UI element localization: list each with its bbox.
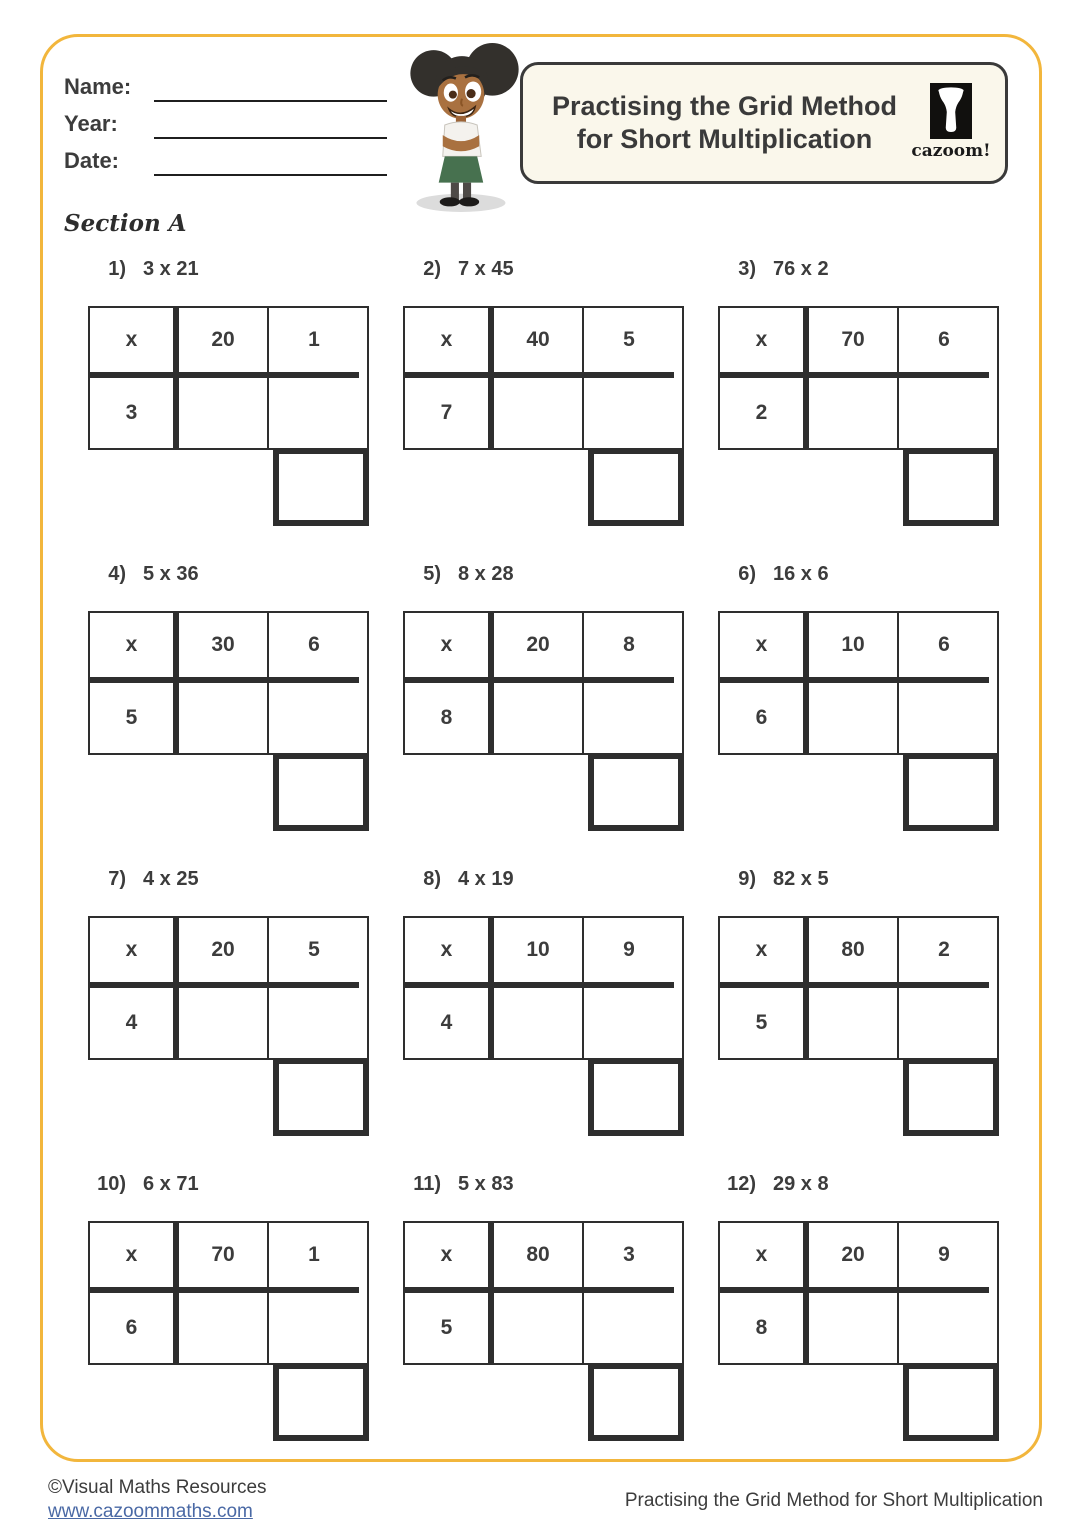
multiplier-cell: 5 [405,1293,494,1363]
multiplier-cell: 8 [720,1293,809,1363]
operator-cell: x [720,308,809,378]
product-ones-cell-empty [899,988,989,1058]
grid-method-table [403,306,684,450]
name-label: Name: [64,74,132,99]
multiplier-cell: 2 [720,378,809,448]
product-tens-cell-empty [494,1293,584,1363]
answer-box [903,448,999,526]
problem-number: 1) [108,258,126,280]
problem-number: 3) [738,258,756,280]
product-tens-cell-empty [809,1293,899,1363]
operator-cell: x [720,613,809,683]
product-tens-cell-empty [179,1293,269,1363]
answer-box [273,448,369,526]
answer-box [273,1363,369,1441]
operator-cell: x [405,308,494,378]
multiplier-cell: 8 [405,683,494,753]
year-input-line [154,137,387,139]
ones-header-cell: 6 [899,308,989,378]
ones-header-cell: 5 [584,308,674,378]
grid-method-table [403,1221,684,1365]
problem-label [718,258,999,284]
product-ones-cell-empty [269,988,359,1058]
operator-cell: x [720,1223,809,1293]
product-tens-cell-empty [809,988,899,1058]
problem-expression: 16 x 6 [773,563,829,585]
problem-expression: 7 x 45 [458,258,514,280]
problem-block [88,1173,369,1441]
problem-label [403,258,684,284]
cazoom-logo [909,83,993,161]
answer-box [903,753,999,831]
grid-method-table [403,916,684,1060]
product-ones-cell-empty [584,378,674,448]
answer-box [273,1058,369,1136]
tens-header-cell: 40 [494,308,584,378]
problem-block [403,1173,684,1441]
answer-box [588,753,684,831]
problem-expression: 5 x 36 [143,563,199,585]
multiplier-cell: 6 [90,1293,179,1363]
problem-number: 7) [108,868,126,890]
problem-number: 6) [738,563,756,585]
drum-icon [930,83,972,139]
worksheet-title-line2: for Short Multiplication [576,124,873,154]
problem-block [718,868,999,1136]
product-ones-cell-empty [899,378,989,448]
name-input-line [154,100,387,102]
date-label: Date: [64,148,120,173]
operator-cell: x [90,613,179,683]
operator-cell: x [405,613,494,683]
problem-label [403,1173,684,1199]
answer-box [588,1058,684,1136]
problem-expression: 6 x 71 [143,1173,199,1195]
problem-number: 12) [727,1173,756,1195]
grid-method-table [403,611,684,755]
problem-expression: 76 x 2 [773,258,829,280]
tens-header-cell: 20 [809,1223,899,1293]
operator-cell: x [90,308,179,378]
grid-method-table [718,916,999,1060]
footer-copyright: ©Visual Maths Resources [48,1477,267,1498]
problem-label [403,868,684,894]
multiplier-cell: 7 [405,378,494,448]
worksheet-title-line1: Practising the Grid Method [551,91,898,121]
product-ones-cell-empty [269,1293,359,1363]
problem-label [718,1173,999,1199]
product-ones-cell-empty [269,683,359,753]
answer-box [588,448,684,526]
problem-number: 11) [413,1173,441,1195]
product-tens-cell-empty [179,378,269,448]
product-tens-cell-empty [494,683,584,753]
schoolgirl-icon [398,42,530,214]
grid-method-table [88,611,369,755]
multiplier-cell: 5 [90,683,179,753]
product-tens-cell-empty [494,378,584,448]
problem-label [403,563,684,589]
product-tens-cell-empty [494,988,584,1058]
ones-header-cell: 1 [269,1223,359,1293]
problem-expression: 29 x 8 [773,1173,829,1195]
problem-block [88,868,369,1136]
tens-header-cell: 30 [179,613,269,683]
problem-label [88,258,369,284]
schoolgirl-illustration [398,42,530,214]
operator-cell: x [405,1223,494,1293]
ones-header-cell: 9 [899,1223,989,1293]
problem-block [88,258,369,526]
product-tens-cell-empty [809,683,899,753]
tens-header-cell: 20 [179,918,269,988]
answer-box [903,1363,999,1441]
problem-block [718,563,999,831]
multiplier-cell: 5 [720,988,809,1058]
problem-label [88,563,369,589]
footer-title: Practising the Grid Method for Short Multiplication [624,1490,1043,1511]
grid-method-table [718,1221,999,1365]
problem-block [88,563,369,831]
grid-method-table [88,1221,369,1365]
ones-header-cell: 6 [899,613,989,683]
tens-header-cell: 80 [809,918,899,988]
product-ones-cell-empty [584,988,674,1058]
ones-header-cell: 1 [269,308,359,378]
problem-number: 10) [97,1173,126,1195]
product-tens-cell-empty [809,378,899,448]
problem-expression: 5 x 83 [458,1173,514,1195]
problem-number: 4) [108,563,126,585]
problem-label [88,1173,369,1199]
product-ones-cell-empty [899,1293,989,1363]
problem-expression: 4 x 19 [458,868,514,890]
answer-box [588,1363,684,1441]
tens-header-cell: 20 [494,613,584,683]
tens-header-cell: 10 [494,918,584,988]
multiplier-cell: 4 [90,988,179,1058]
problem-number: 9) [738,868,756,890]
footer-link[interactable]: www.cazoommaths.com [48,1501,253,1522]
grid-method-table [718,306,999,450]
year-label: Year: [64,111,118,136]
problem-number: 5) [423,563,441,585]
tens-header-cell: 70 [809,308,899,378]
problem-number: 2) [423,258,441,280]
problem-block [403,563,684,831]
worksheet-title [537,65,912,181]
product-ones-cell-empty [584,683,674,753]
product-ones-cell-empty [584,1293,674,1363]
ones-header-cell: 2 [899,918,989,988]
grid-method-table [88,306,369,450]
grid-method-table [88,916,369,1060]
grid-method-table [718,611,999,755]
problem-block [403,868,684,1136]
ones-header-cell: 3 [584,1223,674,1293]
multiplier-cell: 3 [90,378,179,448]
worksheet-title-box [520,62,1008,184]
operator-cell: x [720,918,809,988]
ones-header-cell: 6 [269,613,359,683]
operator-cell: x [90,918,179,988]
multiplier-cell: 4 [405,988,494,1058]
tens-header-cell: 80 [494,1223,584,1293]
problem-label [718,563,999,589]
problem-block [718,258,999,526]
cazoom-logo-text: cazoom! [911,141,991,161]
problem-block [403,258,684,526]
date-input-line [154,174,387,176]
answer-box [273,753,369,831]
operator-cell: x [405,918,494,988]
ones-header-cell: 5 [269,918,359,988]
operator-cell: x [90,1223,179,1293]
tens-header-cell: 10 [809,613,899,683]
problem-expression: 8 x 28 [458,563,514,585]
product-tens-cell-empty [179,988,269,1058]
product-tens-cell-empty [179,683,269,753]
ones-header-cell: 8 [584,613,674,683]
problem-block [718,1173,999,1441]
problem-expression: 82 x 5 [773,868,829,890]
problem-number: 8) [423,868,441,890]
product-ones-cell-empty [269,378,359,448]
problem-expression: 4 x 25 [143,868,199,890]
multiplier-cell: 6 [720,683,809,753]
section-heading: Section A [64,210,187,237]
problem-expression: 3 x 21 [143,258,199,280]
problem-label [718,868,999,894]
product-ones-cell-empty [899,683,989,753]
ones-header-cell: 9 [584,918,674,988]
problem-label [88,868,369,894]
tens-header-cell: 20 [179,308,269,378]
tens-header-cell: 70 [179,1223,269,1293]
answer-box [903,1058,999,1136]
